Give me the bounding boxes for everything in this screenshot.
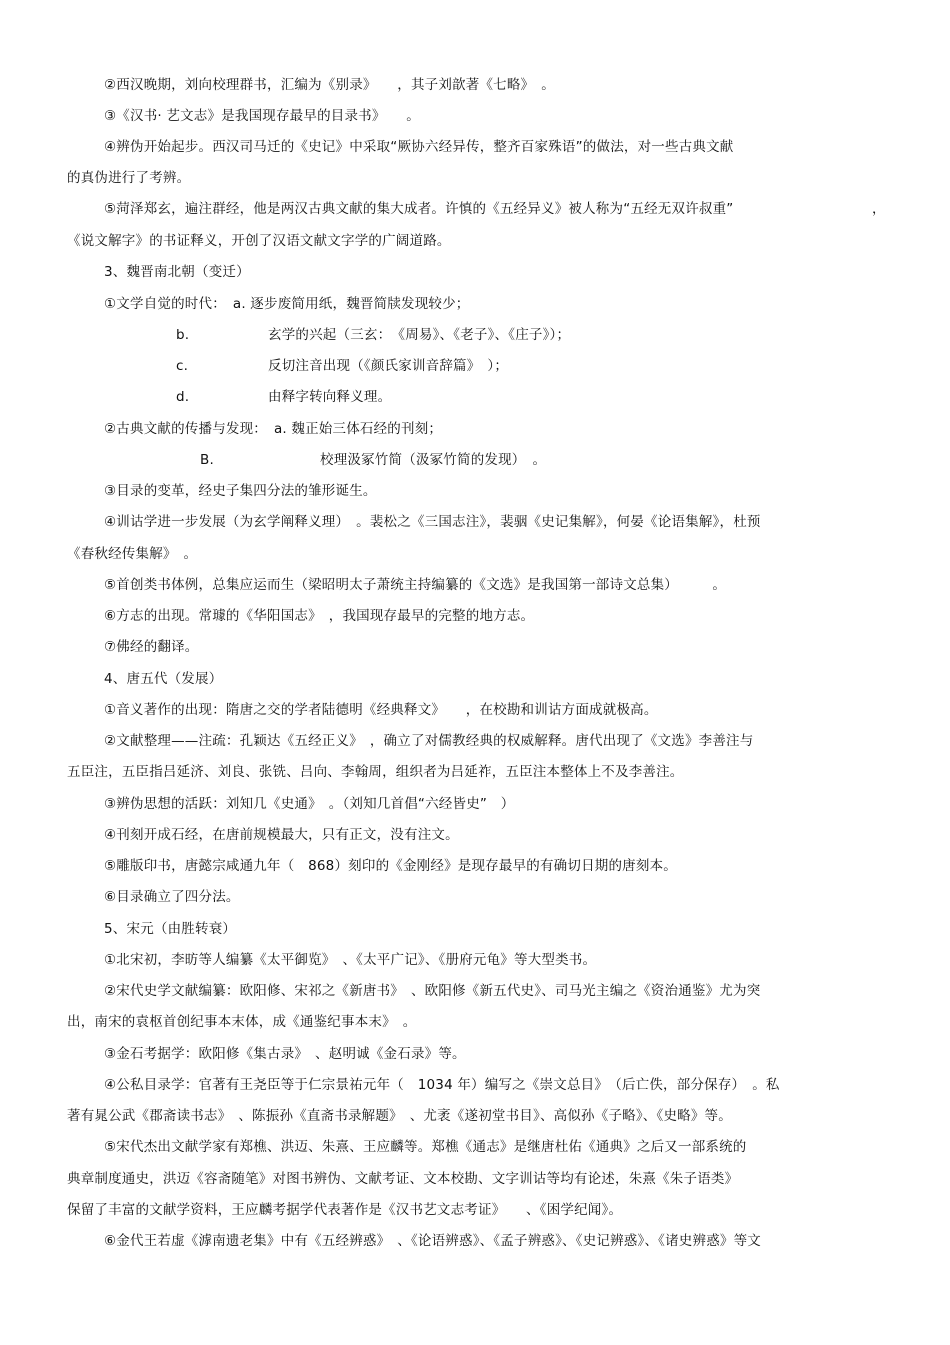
text-line: ④辨伪开始起步。西汉司马迁的《史记》中采取“厥协六经异传，整齐百家殊语”的做法，对一些古典文献 (104, 139, 734, 155)
text-line: ⑥目录确立了四分法。 (104, 889, 240, 905)
text-line: ④公私目录学：官著有王尧臣等于仁宗景祐元年（ 1034 年）编写之《崇文总目》 （后亡佚，部分保存） 。私 (104, 1077, 780, 1093)
section-heading: 3、魏晋南北朝（变迁） (104, 264, 250, 280)
text-line: ⑤菏泽郑玄，遍注群经，他是两汉古典文献的集大成者。许慎的《五经异义》被人称为“五经无双许叔重” (104, 201, 734, 217)
section-heading: 5、宋元（由胜转衰） (104, 921, 237, 937)
text-line: ⑤雕版印书，唐懿宗咸通九年（ 868）刻印的《金刚经》是现存最早的有确切日期的唐刻本。 (104, 858, 677, 874)
list-marker: b. (176, 327, 190, 343)
text-line: ③金石考据学：欧阳修《集古录》 、赵明诚《金石录》等。 (104, 1046, 466, 1062)
list-marker: d. (176, 389, 190, 405)
text-line: ④训诂学进一步发展（为玄学阐释义理） 。裴松之《三国志注》，裴骃《史记集解》，何晏《论语集解》，杜预 (104, 514, 761, 530)
text-line: 校理汲冢竹简（汲冢竹简的发现） 。 (320, 452, 547, 468)
text-line: 出，南宋的袁枢首创纪事本末体，成《通鉴纪事本末》 。 (67, 1014, 417, 1030)
text-line: 《春秋经传集解》 。 (67, 546, 198, 562)
text-line: ⑥金代王若虚《滹南遗老集》中有《五经辨惑》 、《论语辨惑》、《孟子辨惑》、《史记辨惑》、《诸史辨惑》等文 (104, 1233, 762, 1249)
text-line: 反切注音出现（《颜氏家训音辞篇》 ）； (268, 358, 509, 374)
text-line: ③目录的变革，经史子集四分法的雏形诞生。 (104, 483, 377, 499)
list-marker: c. (176, 358, 189, 374)
text-line: ③《汉书· 艺文志》是我国现存最早的目录书》 。 (104, 108, 420, 124)
text-line: ⑤首创类书体例，总集应运而生（梁昭明太子萧统主持编纂的《文选》是我国第一部诗文总集） 。 (104, 577, 727, 593)
text-line: ②古典文献的传播与发现： a. 魏正始三体石经的刊刻； (104, 421, 443, 437)
text-line: 由释字转向释义理。 (268, 389, 392, 405)
list-marker: B. (200, 452, 214, 468)
text-line: ①文学自觉的时代： a. 逐步废简用纸，魏晋简牍发现较少； (104, 296, 470, 312)
text-line: 的真伪进行了考辨。 (67, 170, 191, 186)
text-line: ②西汉晚期，刘向校理群书，汇编为《别录》 ，其子刘歆著《七略》 。 (104, 77, 555, 93)
text-line: ①北宋初，李昉等人编纂《太平御览》 、《太平广记》、《册府元龟》等大型类书。 (104, 952, 597, 968)
text-line: ⑤宋代杰出文献学家有郑樵、洪迈、朱熹、王应麟等。郑樵《通志》是继唐杜佑《通典》之后又一部系统的 (104, 1139, 747, 1155)
text-line: 玄学的兴起（三玄： 《周易》、《老子》、《庄子》）； (268, 327, 571, 343)
text-line: ⑦佛经的翻译。 (104, 639, 199, 655)
text-line: ②宋代史学文献编纂：欧阳修、宋祁之《新唐书》 、欧阳修《新五代史》、司马光主编之《资治通鉴》尤为突 (104, 983, 761, 999)
text-line: 五臣注，五臣指吕延济、刘良、张铣、吕向、李翰周，组织者为吕延祚，五臣注本整体上不及李善注。 (67, 764, 684, 780)
text-line: ， (872, 201, 886, 217)
text-line: 保留了丰富的文献学资料，王应麟考据学代表著作是《汉书艺文志考证》 、《困学纪闻》。 (67, 1202, 623, 1218)
text-line: 典章制度通史，洪迈《容斋随笔》对图书辨伪、文献考证、文本校勘、文字训诂等均有论述，朱熹《朱子语类》 (67, 1171, 739, 1187)
text-line: ③辨伪思想的活跃：刘知几《史通》 。（刘知几首倡“六经皆史” ） (104, 796, 515, 812)
text-line: ⑥方志的出现。常璩的《华阳国志》 ，我国现存最早的完整的地方志。 (104, 608, 535, 624)
text-line: 《说文解字》的书证释义，开创了汉语文献文字学的广阔道路。 (67, 233, 451, 249)
text-line: 著有晁公武《郡斋读书志》 、陈振孙《直斋书录解题》 、尤袤《遂初堂书目》、高似孙《子略》、《史略》等。 (67, 1108, 732, 1124)
section-heading: 4、唐五代（发展） (104, 671, 223, 687)
text-line: ④刊刻开成石经，在唐前规模最大，只有正文，没有注文。 (104, 827, 459, 843)
text-line: ①音义著作的出现：隋唐之交的学者陆德明《经典释文》 ，在校勘和训诂方面成就极高。 (104, 702, 658, 718)
text-line: ②文献整理——注疏：孔颖达《五经正义》 ，确立了对儒教经典的权威解释。唐代出现了《文选》李善注与 (104, 733, 754, 749)
